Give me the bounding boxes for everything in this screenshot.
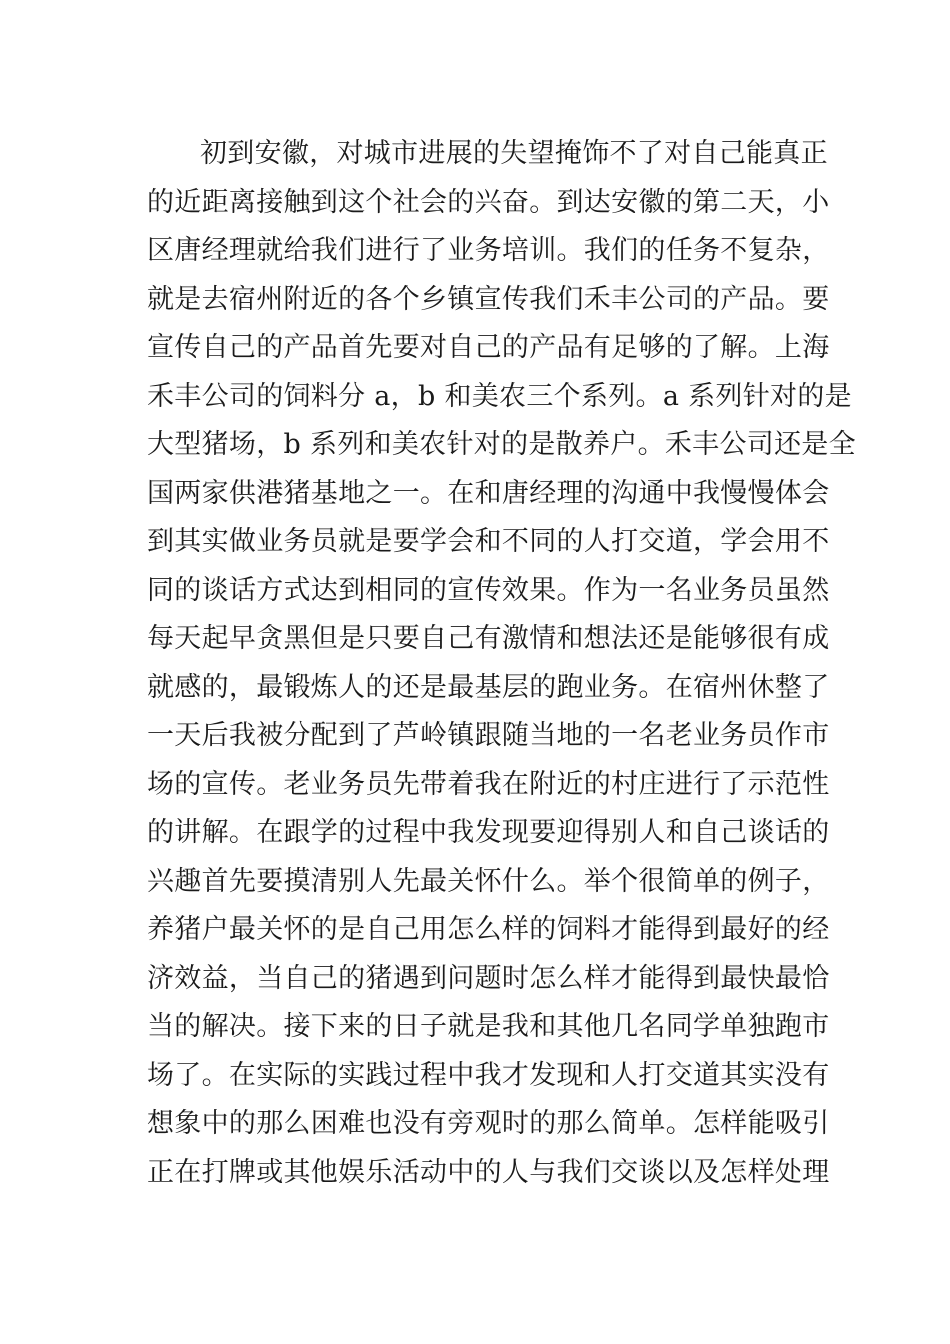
text-line: 兴趣首先要摸清别人先最关怀什么。举个很简单的例子，: [147, 865, 830, 897]
text-line: 宣传自己的产品首先要对自己的产品有足够的了解。上海: [147, 332, 830, 363]
text-line: 区唐经理就给我们进行了业务培训。我们的任务不复杂，: [147, 235, 830, 266]
text-line: 场了。在实际的实践过程中我才发现和人打交道其实没有: [147, 1059, 830, 1091]
text-line: 济效益，当自己的猪遇到问题时怎么样才能得到最快最恰: [147, 962, 830, 994]
text-line: 每天起早贪黑但是只要自己有激情和想法还是能够很有成: [147, 623, 830, 654]
text-line: 想象中的那么困难也没有旁观时的那么简单。怎样能吸引: [147, 1108, 830, 1139]
text-line: 的近距离接触到这个社会的兴奋。到达安徽的第二天，小: [147, 186, 830, 218]
text-line: 养猪户最关怀的是自己用怎么样的饲料才能得到最好的经: [147, 914, 830, 945]
text-line: 场的宣传。老业务员先带着我在附近的村庄进行了示范性: [147, 768, 830, 800]
text-line: 的讲解。在跟学的过程中我发现要迎得别人和自己谈话的: [147, 817, 830, 848]
text-line: 同的谈话方式达到相同的宣传效果。作为一名业务员虽然: [147, 574, 830, 606]
text-line: 国两家供港猪基地之一。在和唐经理的沟通中我慢慢体会: [147, 477, 830, 509]
text-line: 正在打牌或其他娱乐活动中的人与我们交谈以及怎样处理: [147, 1156, 830, 1188]
text-line: 禾丰公司的饲料分 a，b 和美农三个系列。a 系列针对的是: [147, 380, 852, 412]
text-line: 到其实做业务员就是要学会和不同的人打交道，学会用不: [147, 526, 830, 557]
text-line: 一天后我被分配到了芦岭镇跟随当地的一名老业务员作市: [147, 720, 830, 751]
text-line: 初到安徽，对城市进展的失望掩饰不了对自己能真正: [200, 138, 828, 169]
text-line: 大型猪场，b 系列和美农针对的是散养户。禾丰公司还是全: [147, 429, 856, 460]
text-line: 就感的，最锻炼人的还是最基层的跑业务。在宿州休整了: [147, 671, 830, 703]
body-paragraph: [147, 130, 856, 1197]
text-line: 当的解决。接下来的日子就是我和其他几名同学单独跑市: [147, 1011, 830, 1042]
text-line: 就是去宿州附近的各个乡镇宣传我们禾丰公司的产品。要: [147, 283, 830, 315]
